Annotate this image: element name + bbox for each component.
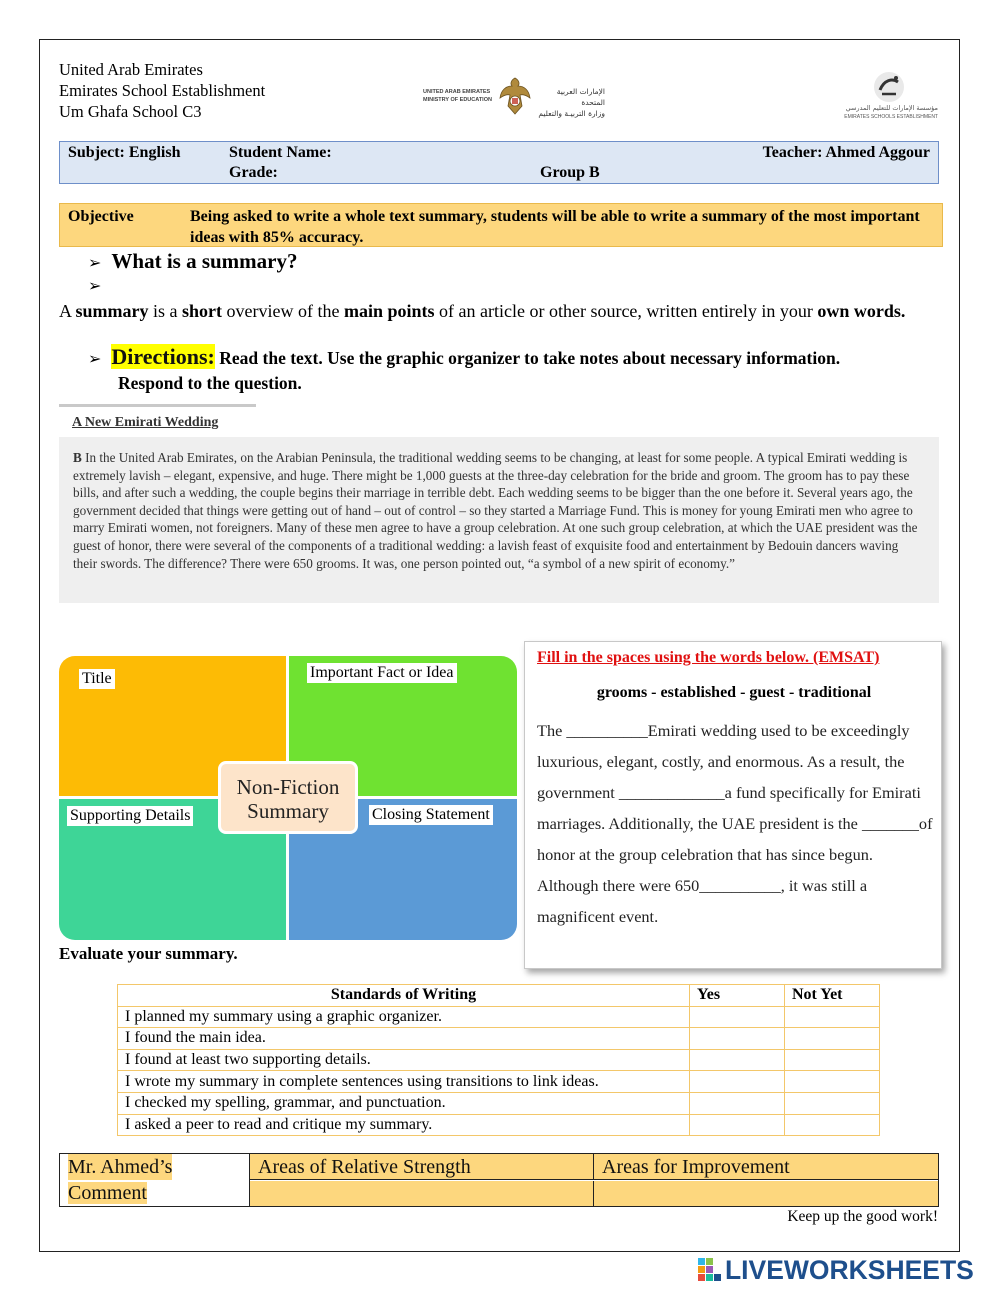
moe-logo-text-line: UNITED ARAB EMIRATES [423,89,491,95]
not-yet-cell[interactable] [785,1049,880,1071]
improvement-input-cell[interactable] [594,1181,938,1206]
improvement-header-cell [594,1154,938,1180]
table-row [118,1071,880,1093]
grade-label[interactable]: Grade: [229,164,278,181]
yes-cell[interactable] [690,1114,785,1136]
definition-text: is a [148,301,183,321]
not-yet-cell[interactable] [785,1092,880,1114]
standards-header: Standards of Writing [118,985,690,1007]
ministry-of-education-logo [423,74,603,120]
evaluate-heading: Evaluate your summary. [59,944,238,963]
strength-header-cell [250,1154,594,1180]
empty-bullet [88,276,111,296]
objective-label: Objective [68,208,134,225]
teacher-label: Teacher: Ahmed Aggour [762,144,930,161]
standard-text: I wrote my summary in complete sentences using transitions to link ideas. [118,1071,690,1093]
standards-table [117,984,880,1136]
table-row [118,1006,880,1028]
standard-text: I asked a peer to read and critique my summary. [118,1114,690,1136]
word-bank: grooms - established - guest - traditional [596,684,872,701]
organizer-center-line: Summary [247,799,329,823]
student-name-label[interactable]: Student Name: [229,144,332,161]
closing-remark: Keep up the good work! [787,1208,938,1225]
standard-text: I checked my spelling, grammar, and punctuation. [118,1092,690,1114]
teacher-comment-table [59,1153,939,1207]
directions [88,345,938,395]
school-info [59,59,265,122]
definition-bold: own words. [817,301,906,321]
organizer-title-label: Title [79,669,115,689]
standards-header-row [118,985,880,1007]
moe-logo-text-line: MINISTRY OF EDUCATION [423,97,492,103]
definition-text: A [59,301,76,321]
not-yet-cell[interactable] [785,1028,880,1050]
passage-title: A New Emirati Wedding [72,415,219,430]
directions-text-line2: Respond to the question. [118,373,302,393]
passage-text: In the United Arab Emirates, on the Arabian Peninsula, the traditional wedding seems to be changing, at least for some people. A typical Emirati wedding is extremely lavish – elegant, expensive, and huge. There might be 1,000 guests at the three-day celebration for the bride and groom. The groom has to pay these bills, and after such a wedding, the couple begins their marriage in terrible debt. Each wedding seems to be bigger than the one before it. Several years ago, the government decided that things were getting out of hand – out of control – so they started a Marriage Fund. This is money for young Emirati men who agree to marry Emirati women, not foreigners. Many of these men agree to have a group celebration. At one such group celebration, at which the UAE president was the guest of honor, there were several of the components of a traditional wedding: a lavish feast of exquisite food and entertainment by Bedouin dancers waving their swords. The difference? There were 650 grooms. It was, one person pointed out, “a symbol of a new spirit of economy.” [73,450,918,571]
definition-text: overview of the [222,301,344,321]
fill-in-exercise [524,641,942,969]
group-label: Group B [540,164,600,181]
table-row [118,1114,880,1136]
yes-header: Yes [690,985,785,1007]
objective-text: Being asked to write a whole text summary, students will be able to write a summary of the most important ideas with 85% accuracy. [190,208,920,246]
establishment-name: Emirates School Establishment [59,81,266,100]
table-row [118,1028,880,1050]
table-row [118,1049,880,1071]
student-info-box [59,141,939,184]
definition-bold: main points [343,301,435,321]
yes-cell[interactable] [690,1071,785,1093]
not-yet-header: Not Yet [785,985,880,1007]
yes-cell[interactable] [690,1092,785,1114]
organizer-fact-label: Important Fact or Idea [307,663,457,683]
emirates-schools-establishment-logo [834,70,940,122]
school-name: Um Ghafa School C3 [59,102,202,121]
falcon-emblem-icon [498,76,532,116]
ese-logo-arabic-text: مؤسسة الإمارات للتعليم المدرسي [845,104,938,112]
not-yet-cell[interactable] [785,1006,880,1028]
arrow-bullet-icon: ➢ [88,253,102,272]
definition-text: of an article or other source, written entirely in your [434,301,818,321]
passage-title-tab [59,404,256,436]
subject-label: Subject: English [68,144,181,161]
comment-label-line2: Comment [68,1182,147,1204]
liveworksheets-logo [698,1254,994,1286]
comment-label-line1: Mr. Ahmed’s [68,1156,173,1178]
taleem-logo-icon [872,70,906,104]
comment-label-cell [60,1154,250,1206]
yes-cell[interactable] [690,1049,785,1071]
standard-text: I found the main idea. [118,1028,690,1050]
directions-text: Read the text. Use the graphic organizer to take notes about necessary information. [219,348,841,368]
standard-text: I found at least two supporting details. [118,1049,690,1071]
not-yet-cell[interactable] [785,1071,880,1093]
question-text: What is a summary? [111,249,298,273]
passage-letter: B [73,450,82,465]
moe-logo-arabic-line: الإمارات العربية المتحدة [556,87,605,107]
fill-in-paragraph[interactable]: The __________Emirati wedding used to be exceedingly luxurious, elegant, costly, and enormous. As a result, the government _____________a fund specifically for Emirati marriages. Additionally, the UAE president is the _______of honor at the group celebration that has since begun. Although there were 650__________, it was still a magnificent event. [537,721,933,926]
moe-logo-arabic-line: وزارة التربيـة والتعليم [538,109,605,118]
question-what-is-summary [88,249,298,274]
organizer-center-label [218,761,358,834]
table-row [118,1092,880,1114]
strength-header: Areas of Relative Strength [258,1156,471,1178]
definition-bold: short [182,301,223,321]
yes-cell[interactable] [690,1028,785,1050]
organizer-closing-label: Closing Statement [369,805,493,825]
standard-text: I planned my summary using a graphic organizer. [118,1006,690,1028]
arrow-bullet-icon: ➢ [88,276,102,295]
definition-bold: summary [75,301,149,321]
liveworksheets-tiles-icon [698,1258,722,1282]
improvement-header: Areas for Improvement [602,1156,790,1178]
organizer-supporting-label: Supporting Details [67,806,193,826]
liveworksheets-wordmark: LIVEWORKSHEETS [725,1255,974,1285]
directions-label: Directions: [111,344,215,369]
strength-input-cell[interactable] [250,1181,594,1206]
fill-in-title: Fill in the spaces using the words below. (EMSAT) [537,649,880,666]
arrow-bullet-icon: ➢ [88,349,102,368]
summary-definition [59,300,939,323]
country-name: United Arab Emirates [59,60,203,79]
yes-cell[interactable] [690,1006,785,1028]
objective-box [59,203,943,247]
organizer-center-line: Non-Fiction [236,775,340,799]
not-yet-cell[interactable] [785,1114,880,1136]
reading-passage [59,437,939,603]
ese-logo-english-text: EMIRATES SCHOOLS ESTABLISHMENT [844,114,938,120]
